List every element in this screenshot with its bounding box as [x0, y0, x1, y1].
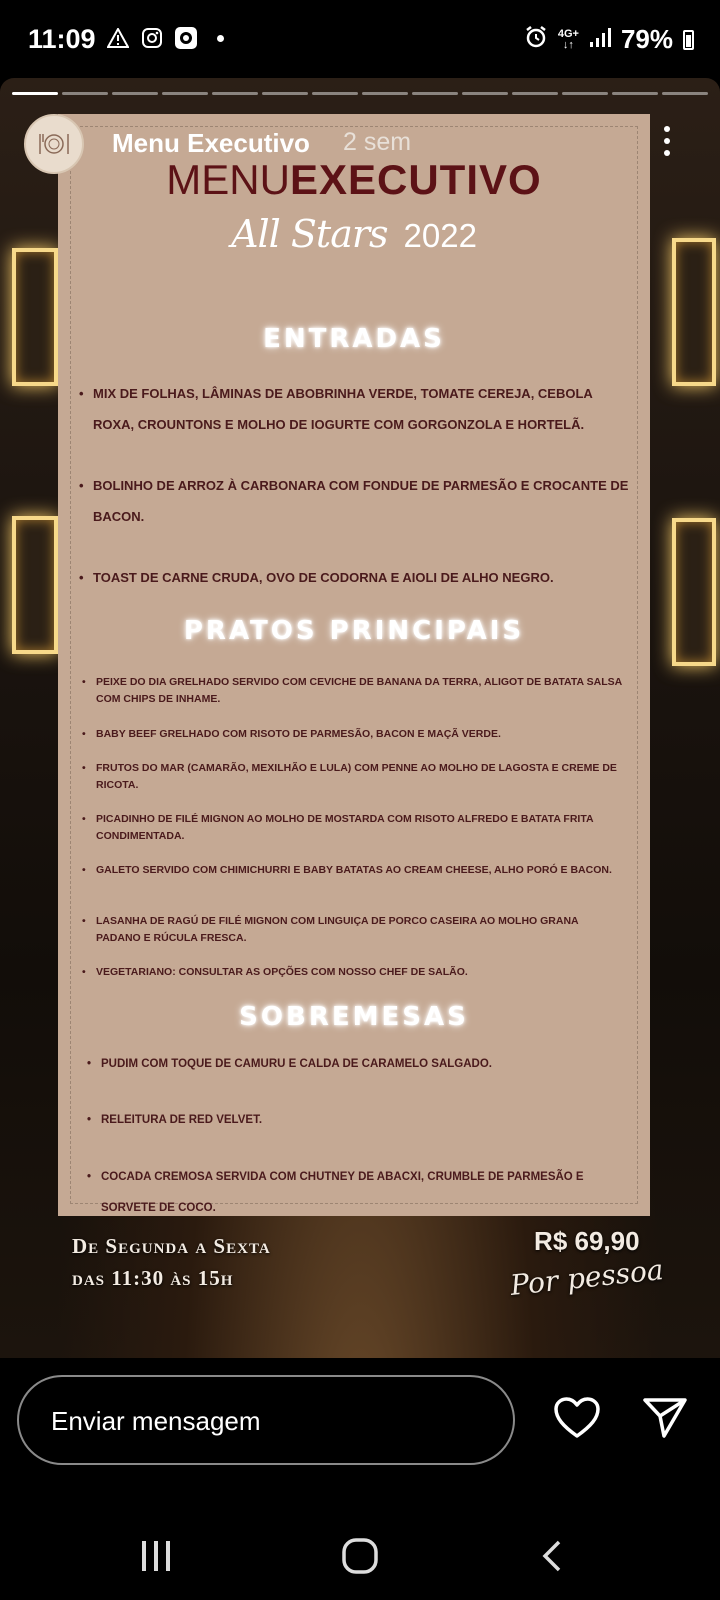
app-icon: [174, 26, 198, 50]
story-progress-segment: [162, 92, 208, 95]
plate-cutlery-icon: [37, 132, 71, 156]
story-progress-segment: [112, 92, 158, 95]
story-progress-segment: [512, 92, 558, 95]
clock: 11:09: [28, 24, 96, 54]
menu-item: • RELEITURA DE RED VELVET.: [87, 1114, 263, 1126]
menu-card: [58, 114, 650, 1216]
story-progress: [12, 92, 708, 95]
message-box[interactable]: [17, 1375, 515, 1465]
dot-icon: [208, 26, 232, 50]
battery-icon: [683, 30, 694, 50]
wall-light: [12, 516, 58, 654]
section-heading-sobremesas: SOBREMESAS: [239, 1002, 469, 1032]
wall-light: [672, 238, 716, 386]
price: R$ 69,90: [534, 1226, 640, 1256]
story-progress-segment: [662, 92, 708, 95]
more-options-icon[interactable]: [664, 126, 670, 156]
navigation-bar: [0, 1510, 720, 1600]
battery-percent: 79%: [620, 24, 673, 54]
menu-item: • PUDIM COM TOQUE DE CAMURU E CALDA DE CARAMELO SALGADO.: [87, 1058, 492, 1070]
story-progress-segment: [362, 92, 408, 95]
story-time-ago: 2 sem: [343, 128, 412, 156]
menu-item: • GALETO SERVIDO COM CHIMICHURRI E BABY BATATAS AO CREAM CHEESE, ALHO PORÓ E BACON.: [82, 864, 612, 876]
menu-item: • LASANHA DE RAGÚ DE FILÉ MIGNON COM LINGUIÇA DE PORCO CASEIRA AO MOLHO GRANA PADANO E RÚCULA FRESCA.: [82, 915, 579, 944]
network-icon: 4G+ ↓↑: [557, 27, 579, 51]
alarm-icon: [524, 25, 548, 54]
story-viewer[interactable]: [0, 78, 720, 1358]
menu-item: • PICADINHO DE FILÉ MIGNON AO MOLHO DE MOSTARDA COM RISOTO ALFREDO E BATATA FRITA CONDIMENTADA.: [82, 813, 594, 842]
menu-item: • MIX DE FOLHAS, LÂMINAS DE ABOBRINHA VERDE, TOMATE CEREJA, CEBOLA ROXA, CROUNTONS E MOLHO DE IOGURTE COM GORGONZOLA E HORTELÃ.: [79, 386, 593, 432]
notification-icons: [106, 26, 232, 50]
menu-item: • TOAST DE CARNE CRUDA, OVO DE CODORNA E AIOLI DE ALHO NEGRO.: [79, 570, 554, 585]
back-icon[interactable]: [530, 1534, 574, 1578]
send-icon[interactable]: [642, 1396, 688, 1440]
story-progress-segment: [412, 92, 458, 95]
menu-title: MENUEXECUTIVO: [166, 156, 542, 203]
opening-hours: De Segunda a Sexta das 11:30 às 15h: [72, 1234, 271, 1290]
menu-item: • BABY BEEF GRELHADO COM RISOTO DE PARMESÃO, BACON E MAÇÃ VERDE.: [82, 728, 501, 740]
card-border: [70, 126, 638, 1204]
story-progress-segment: [12, 92, 58, 95]
system-icons: [524, 24, 694, 55]
instagram-icon: [140, 26, 164, 50]
story-progress-segment: [212, 92, 258, 95]
heart-icon[interactable]: [553, 1396, 601, 1440]
story-username[interactable]: Menu Executivo: [112, 128, 310, 158]
signal-icon: [589, 27, 611, 52]
menu-item: • PEIXE DO DIA GRELHADO SERVIDO COM CEVICHE DE BANANA DA TERRA, ALIGOT DE BATATA SALSA COM CHIPS DE INHAME.: [82, 676, 622, 705]
menu-item: • COCADA CREMOSA SERVIDA COM CHUTNEY DE ABACXI, CRUMBLE DE PARMESÃO E SORVETE DE COCO.: [87, 1171, 584, 1214]
section-heading-entradas: ENTRADAS: [263, 324, 445, 354]
story-progress-segment: [262, 92, 308, 95]
home-icon[interactable]: [338, 1534, 382, 1578]
story-progress-segment: [62, 92, 108, 95]
story-progress-segment: [312, 92, 358, 95]
menu-item: • FRUTOS DO MAR (CAMARÃO, MEXILHÃO E LULA) COM PENNE AO MOLHO DE LAGOSTA E CREME DE RICOTA.: [82, 762, 617, 791]
story-progress-segment: [462, 92, 508, 95]
price-block: [508, 1226, 665, 1302]
avatar[interactable]: [24, 114, 84, 174]
section-heading-pratos-principais: PRATOS PRINCIPAIS: [183, 616, 525, 646]
warning-icon: [106, 26, 130, 50]
story-progress-segment: [562, 92, 608, 95]
menu-item: • BOLINHO DE ARROZ À CARBONARA COM FONDUE DE PARMESÃO E CROCANTE DE BACON.: [79, 478, 629, 524]
menu-subtitle: All Stars 2022: [231, 212, 477, 256]
per-person: Por pessoa: [508, 1253, 665, 1302]
recent-apps-icon[interactable]: [134, 1534, 178, 1578]
menu-item: • VEGETARIANO: CONSULTAR AS OPÇÕES COM NOSSO CHEF DE SALÃO.: [82, 966, 468, 978]
wall-light: [12, 248, 58, 386]
status-bar: [0, 0, 720, 80]
message-input[interactable]: [49, 1377, 473, 1465]
wall-light: [672, 518, 716, 666]
story-progress-segment: [612, 92, 658, 95]
